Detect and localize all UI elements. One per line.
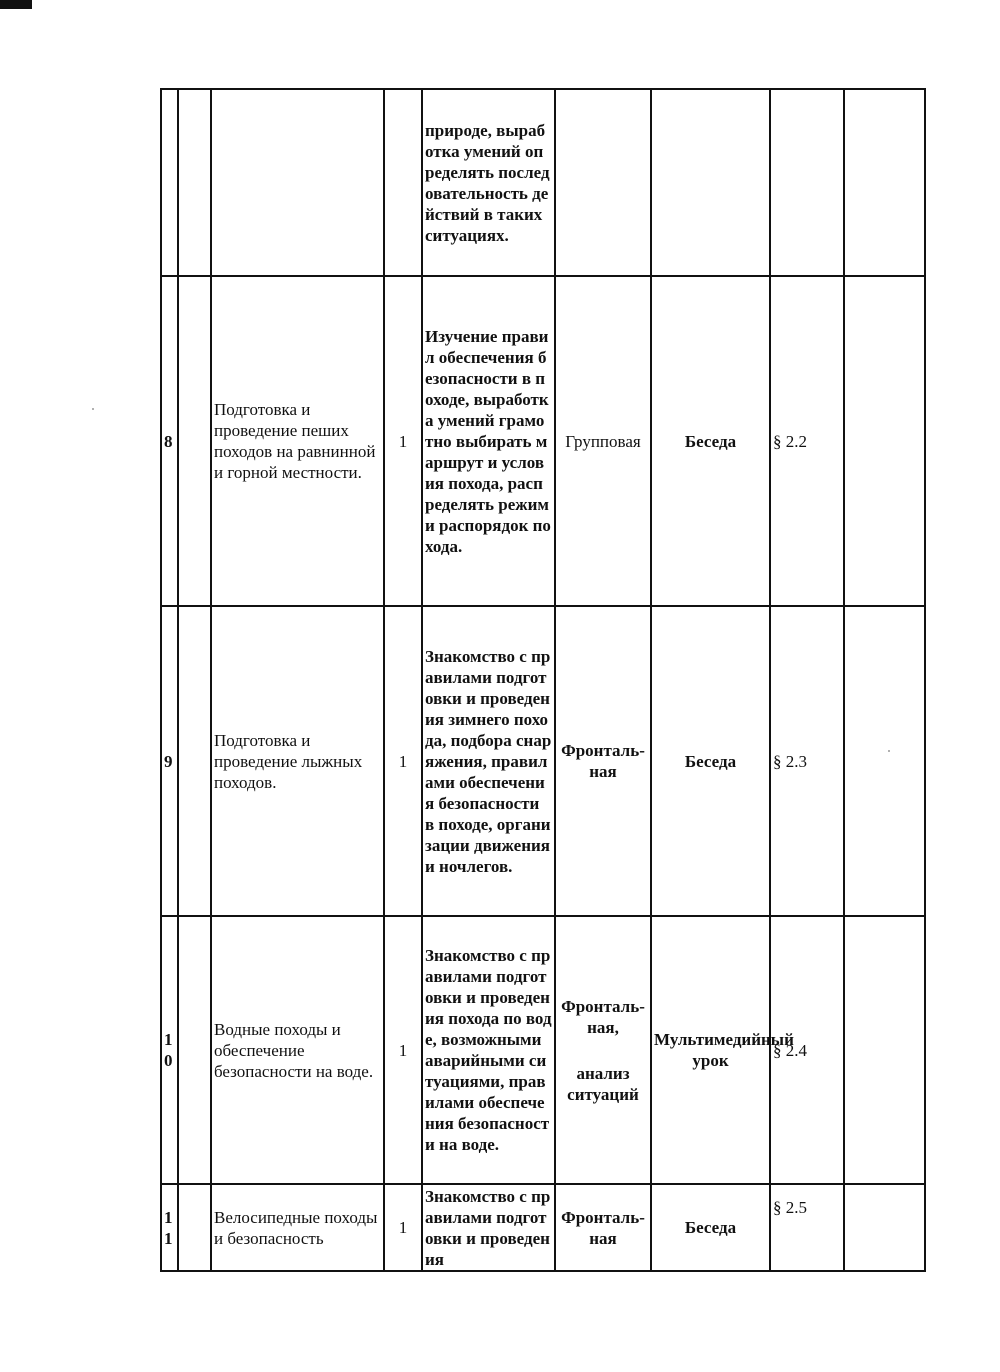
- lesson-type: [651, 89, 770, 276]
- lesson-content: Знакомство с правилами подготовки и проведения похода по воде, возможными аварийными ситуациями, правилами обеспечения безопасности на воде.: [422, 916, 555, 1184]
- blank-cell: [178, 606, 211, 916]
- blank-cell: [844, 916, 925, 1184]
- table-row: [161, 1184, 925, 1271]
- lesson-form-cell: [555, 916, 651, 1184]
- lesson-topic: [211, 89, 384, 276]
- lesson-number: 11: [161, 1184, 178, 1271]
- blank-cell: [844, 276, 925, 606]
- lesson-form: [555, 89, 651, 276]
- blank-cell: [178, 89, 211, 276]
- scan-corner-mark: [0, 0, 32, 9]
- textbook-paragraph: [770, 89, 844, 276]
- table-row: [161, 606, 925, 916]
- lesson-type: Беседа: [651, 1184, 770, 1271]
- blank-cell: [178, 916, 211, 1184]
- lesson-hours: 1: [384, 606, 422, 916]
- lesson-type: Мультимедийный урок: [651, 916, 770, 1184]
- table-row: [161, 276, 925, 606]
- lesson-hours: 1: [384, 916, 422, 1184]
- textbook-paragraph: § 2.5: [770, 1184, 844, 1271]
- blank-cell: [844, 606, 925, 916]
- lesson-form: Фронталь-ная,: [561, 996, 645, 1037]
- lesson-form: Групповая: [555, 276, 651, 606]
- lesson-topic: Подготовка и проведение пеших походов на равнинной и горной местности.: [211, 276, 384, 606]
- textbook-paragraph: § 2.4: [770, 916, 844, 1184]
- scan-speck: [888, 750, 890, 752]
- lesson-plan-table: [160, 88, 926, 1272]
- lesson-type: Беседа: [651, 606, 770, 916]
- blank-cell: [844, 1184, 925, 1271]
- lesson-type: Беседа: [651, 276, 770, 606]
- lesson-form-secondary: анализ ситуаций: [567, 1063, 639, 1104]
- lesson-content: Знакомство с правилами подготовки и проведения: [422, 1184, 555, 1271]
- blank-cell: [844, 89, 925, 276]
- textbook-paragraph: § 2.3: [770, 606, 844, 916]
- lesson-content: Изучение правил обеспечения безопасности в походе, выработка умений грамотно выбирать маршрут и условия похода, распределять режим и распорядок похода.: [422, 276, 555, 606]
- lesson-form: Фронталь-ная: [555, 606, 651, 916]
- blank-cell: [178, 276, 211, 606]
- lesson-form: Фронталь-ная: [555, 1184, 651, 1271]
- lesson-hours: 1: [384, 1184, 422, 1271]
- lesson-topic: Велосипедные походы и безопасность: [211, 1184, 384, 1271]
- lesson-hours: [384, 89, 422, 276]
- lesson-content: Знакомство с правилами подготовки и проведения зимнего похода, подбора снаряжения, правилами обеспечения безопасности в походе, организации движения и ночлегов.: [422, 606, 555, 916]
- lesson-number: 8: [161, 276, 178, 606]
- textbook-paragraph: § 2.2: [770, 276, 844, 606]
- scan-speck: [92, 408, 94, 410]
- blank-cell: [178, 1184, 211, 1271]
- lesson-topic: Подготовка и проведение лыжных походов.: [211, 606, 384, 916]
- table-row: [161, 916, 925, 1184]
- lesson-number: 9: [161, 606, 178, 916]
- table-row: [161, 89, 925, 276]
- lesson-topic: Водные походы и обеспечение безопасности на воде.: [211, 916, 384, 1184]
- lesson-content: природе, выработка умений определять последовательность действий в таких ситуациях.: [422, 89, 555, 276]
- lesson-number: 10: [161, 916, 178, 1184]
- lesson-hours: 1: [384, 276, 422, 606]
- lesson-number: [161, 89, 178, 276]
